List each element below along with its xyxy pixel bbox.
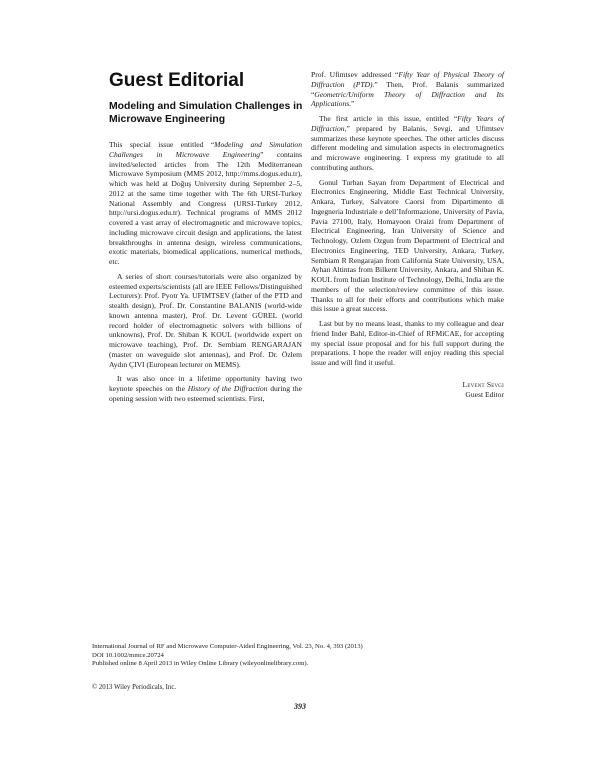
right-column [311, 70, 504, 400]
left-paragraph-3: It was also once in a lifetime opportunity having two keynote speeches on the History of the Diffraction during the opening session with two esteemed scientists. First, [109, 374, 303, 403]
article-subtitle: Modeling and Simulation Challenges in Microwave Engineering [109, 101, 303, 125]
right-paragraph-2: The first article in this issue, entitled “Fifty Years of Diffraction,” prepared by Balanis, Sevgi, and Ufimtsev summarizes these keynote speeches. The other articles discuss different modeling and simulation aspects in electromagnetics and microwave engineering. I express my gratitude to all contributing authors. [311, 114, 504, 172]
right-paragraph-4: Last but by no means least, thanks to my colleague and dear friend Inder Bahl, Editor-in-Chief of RFMiCAE, for accepting my special issue proposal and for his full support during the preparations. I hope the reader will enjoy reading this special issue and will find it useful. [311, 319, 504, 367]
left-paragraph-1: This special issue entitled “Modeling and Simulation Challenges in Microwave Engineering” contains invited/selected articles from The 12th Mediterranean Microwave Symposium (MMS 2012, http://mms.dogus.edu.tr), which was held at Doğuş University during September 2–5, 2012 at the same time together with The 6th URSI-Turkey National Assembly and Congress (URSI-Turkey 2012, http://ursi.dogus.edu.tr). Technical programs of MMS 2012 covered a vast array of electromagnetic and microwave topics, including microwave circuit design and applications, the latest breakthroughs in antenna design, wireless communications, exotic materials, biomedical applications, numerical methods, etc. [109, 140, 302, 266]
issue-title-italic: Modeling and Simulation Challenges in Microwave Engineering [109, 140, 302, 159]
keynote-topic-italic: History of the Diffraction [187, 384, 268, 393]
signature-role: Guest Editor [465, 389, 504, 399]
right-paragraph-1: Prof. Ufimtsev addressed “Fifty Year of Physical Theory of Diffraction (PTD).” Then, Prof. Balanis summarized “Geometric/Uniform Theory of Diffraction and Its Applications.” [311, 70, 504, 109]
citation-published: Published online 8 April 2013 in Wiley Online Library (wileyonlinelibrary.com). [92, 660, 309, 668]
signature-block [311, 380, 504, 400]
citation-footer [92, 643, 512, 669]
right-paragraph-3: Gonul Turhan Sayan from Department of Electrical and Electronics Engineering, Middle East Technical University, Ankara, Turkey, Salvatore Caorsi from Dipartimento di Ingegneria Industriale e dell’Informazione, University of Pavia, Pavia 27100, Italy, Homayoon Oraizi from Department of Electrical Engineering, Iran University of Science and Technology, Ozlem Ozgun from Department of Electrical and Electronics Engineering, TED University, Ankara, Turkey, Sembiam R Rengarajan from California State University, USA, Ayhan Altintas from Bilkent University, Ankara, and Shiban K. KOUL from Indian Institute of Technology, Delhi, India are the members of the selection/review committee of this issue. Thanks to all for their efforts and contributions which make this issue a great success. [311, 177, 504, 314]
copyright-notice: © 2013 Wiley Periodicals, Inc. [92, 684, 177, 691]
left-column [109, 140, 302, 409]
page-number: 393 [294, 702, 306, 711]
signature-name: Levent Sevgi [462, 379, 504, 389]
citation-journal: International Journal of RF and Microwave Computer-Aided Engineering, Vol. 23, No. 4, 393 (2013) [92, 643, 363, 650]
left-paragraph-2: A series of short courses/tutorials were also organized by esteemed experts/scientists (all are IEEE Fellows/Distinguished Lecturers): Prof. Pyotr Ya. UFIMTSEV (father of the PTD and stealth design), Prof. Dr. Constantine BALANIS (world-wide known antenna master), Prof. Dr. Levent GÜREL (world record holder of electromagnetic solvers with billions of unknowns), Prof. Dr. Shiban K KOUL (worldwide expert on microwave teaching), Prof. Dr. Sembiam RENGARAJAN (master on waveguide slot antennas), and Prof. Dr. Özlem Aydın ÇIVI (European lecturer on MEMS). [109, 271, 302, 369]
citation-doi: DOI 10.1002/mmce.20724 [92, 651, 164, 659]
page-title: Guest Editorial [109, 70, 245, 91]
